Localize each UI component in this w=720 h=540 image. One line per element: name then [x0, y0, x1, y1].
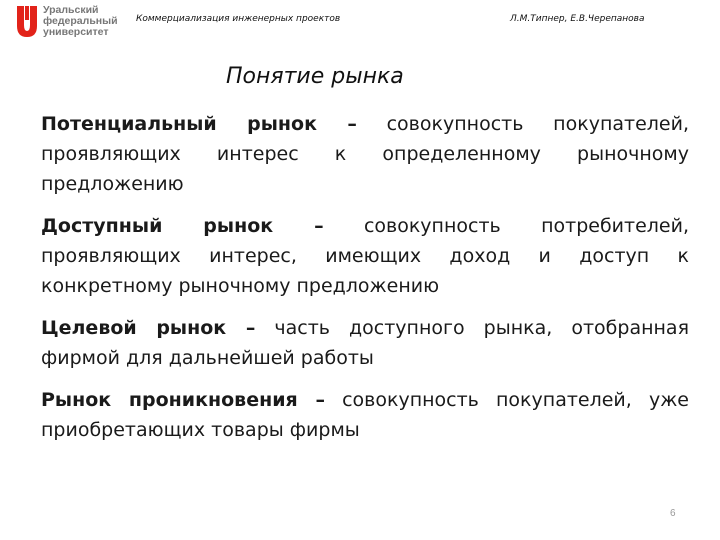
definition-text: совокупность потребителей, проявляющих интерес, имеющих доход и доступ к конкретному рыночному предложению: [41, 215, 689, 297]
definition-text: часть доступного рынка, отобранная фирмой для дальнейшей работы: [41, 317, 690, 369]
university-logo-icon: [16, 4, 38, 38]
definition-target-market: [41, 313, 689, 373]
definition-potential-market: [41, 109, 689, 199]
slide-title: Понятие рынка: [226, 64, 404, 89]
definition-penetration-market: [41, 385, 689, 445]
definition-term: Рынок проникновения –: [41, 389, 325, 411]
definition-term: Целевой рынок –: [41, 317, 256, 339]
page-number: 6: [670, 508, 676, 519]
authors: Л.М.Типнер, Е.В.Черепанова: [510, 14, 645, 24]
definition-term: Доступный рынок –: [41, 215, 324, 237]
logo-line-3: университет: [43, 26, 109, 38]
definitions-list: [41, 109, 689, 457]
definition-available-market: [41, 211, 689, 301]
logo-line-2: федеральный: [43, 15, 118, 27]
university-logo: [16, 4, 118, 38]
definition-text: совокупность покупателей, проявляющих интерес к определенному рыночному предложению: [41, 113, 689, 195]
logo-line-1: Уральский: [43, 4, 99, 16]
course-title: Коммерциализация инженерных проектов: [136, 14, 341, 24]
university-name: [43, 5, 118, 38]
definition-term: Потенциальный рынок –: [41, 113, 357, 135]
definition-text: совокупность покупателей, уже приобретающих товары фирмы: [41, 389, 689, 441]
